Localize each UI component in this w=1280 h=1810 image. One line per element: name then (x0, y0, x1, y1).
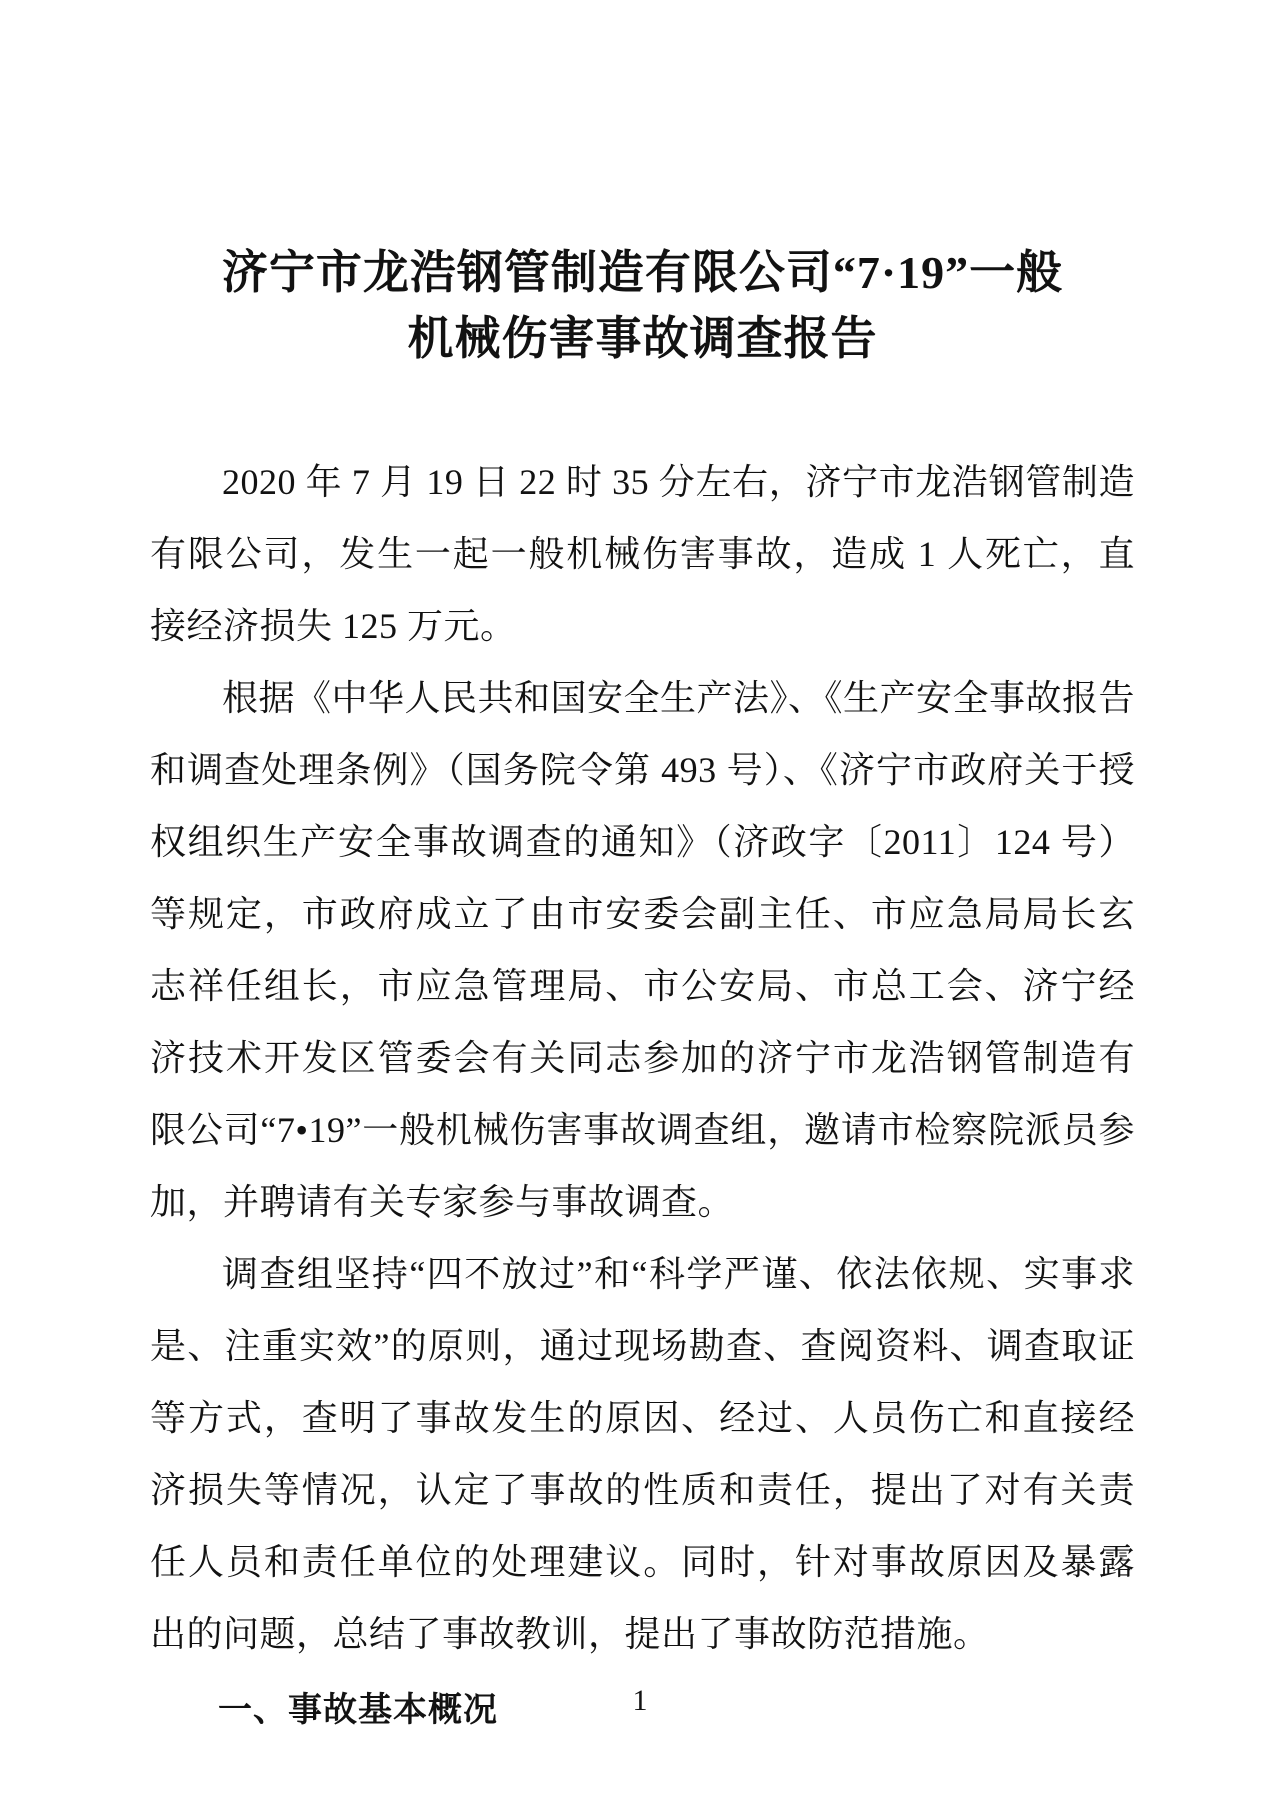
page-number: 1 (632, 1684, 648, 1717)
paragraph-investigation-team-formation: 根据《中华人民共和国安全生产法》、《生产安全事故报告和调查处理条例》（国务院令第 493 号）、《济宁市政府关于授权组织生产安全事故调查的通知》（济政字〔2011〕124 号）等规定，市政府成立了由市安委会副主任、市应急局局长玄志祥任组长，市应急管理局、市公安局、市总工会、济宁经济技术开发区管委会有关同志参加的济宁市龙浩钢管制造有限公司“7•19”一般机械伤害事故调查组，邀请市检察院派员参加，并聘请有关专家参与事故调查。 (150, 678, 1136, 1222)
document-content (150, 240, 1135, 1746)
section-heading-basic-overview: 一、事故基本概况 (218, 1691, 498, 1729)
document-title (150, 240, 1135, 372)
paragraph-accident-summary: 2020 年 7 月 19 日 22 时 35 分左右，济宁市龙浩钢管制造有限公司，发生一起一般机械伤害事故，造成 1 人死亡，直接经济损失 125 万元。 (150, 462, 1135, 646)
document-title-line-2: 机械伤害事故调查报告 (407, 313, 878, 364)
paragraph-investigation-principles: 调查组坚持“四不放过”和“科学严谨、依法依规、实事求是、注重实效”的原则，通过现场勘查、查阅资料、调查取证等方式，查明了事故发生的原因、经过、人员伤亡和直接经济损失等情况，认定了事故的性质和责任，提出了对有关责任人员和责任单位的处理建议。同时，针对事故原因及暴露出的问题，总结了事故教训，提出了事故防范措施。 (150, 1254, 1135, 1654)
document-title-line-1: 济宁市龙浩钢管制造有限公司“7·19”一般 (221, 247, 1064, 298)
